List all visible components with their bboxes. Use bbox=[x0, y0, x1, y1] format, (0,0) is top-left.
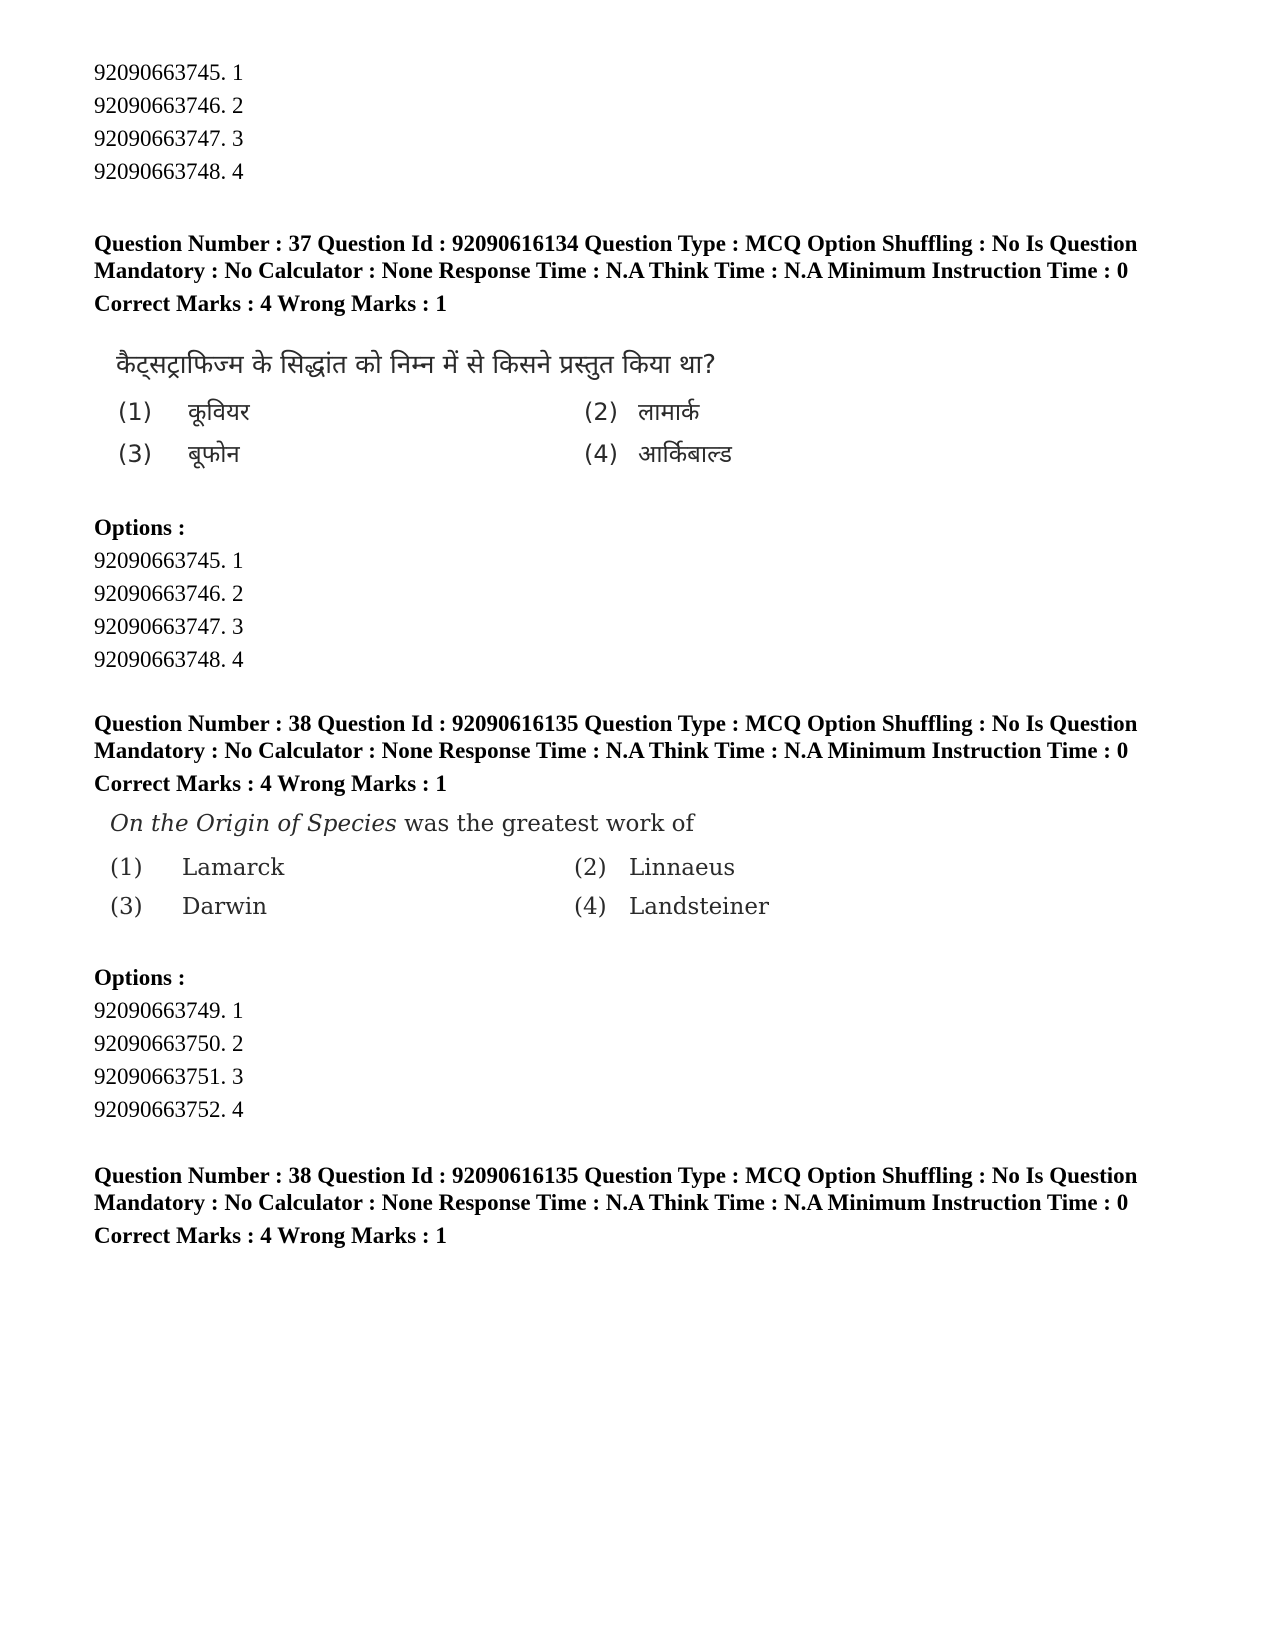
choice-4 bbox=[584, 437, 732, 470]
question-38-block bbox=[94, 710, 1194, 1126]
question-meta: Question Number : 38 Question Id : 92090616135 Question Type : MCQ Option Shuffling : No Is Question Mandatory : No Calculator : None Response Time : N.A Think Time : N.A Minimum Instruction Time : 0 bbox=[94, 1163, 1138, 1215]
choice-text: बूफोन bbox=[188, 440, 240, 468]
choice-text: Darwin bbox=[182, 894, 268, 920]
option-line: 92090663745. 1 bbox=[94, 60, 244, 85]
choice-2 bbox=[574, 855, 735, 881]
choice-number: (2) bbox=[574, 855, 607, 881]
document-page bbox=[94, 56, 1194, 1249]
choice-number: (1) bbox=[110, 855, 143, 881]
option-line: 92090663746. 2 bbox=[94, 93, 244, 118]
question-image bbox=[94, 325, 1194, 475]
choice-number: (1) bbox=[118, 398, 152, 426]
option-line: 92090663747. 3 bbox=[94, 126, 244, 151]
option-line: 92090663748. 4 bbox=[94, 159, 244, 184]
choice-3 bbox=[118, 437, 240, 470]
choice-2 bbox=[584, 395, 700, 428]
options-section bbox=[94, 511, 1194, 676]
options-title: Options : bbox=[94, 965, 186, 990]
options-section bbox=[94, 961, 1194, 1126]
choice-number: (3) bbox=[110, 894, 143, 920]
options-list-previous bbox=[94, 56, 1194, 188]
choice-1 bbox=[110, 855, 284, 881]
choice-text: Landsteiner bbox=[629, 894, 769, 920]
option-line: 92090663751. 3 bbox=[94, 1064, 244, 1089]
question-stem bbox=[110, 811, 694, 837]
choice-1 bbox=[118, 395, 250, 428]
question-stem-rest: was the greatest work of bbox=[396, 811, 694, 837]
choice-text: Lamarck bbox=[182, 855, 285, 881]
choice-number: (4) bbox=[584, 440, 618, 468]
question-stem: कैट्सट्राफिज्म के सिद्धांत को निम्न में से किसने प्रस्तुत किया था? bbox=[116, 350, 717, 380]
option-line: 92090663746. 2 bbox=[94, 581, 244, 606]
choice-text: Linnaeus bbox=[629, 855, 736, 881]
question-marks: Correct Marks : 4 Wrong Marks : 1 bbox=[94, 291, 447, 316]
choice-number: (3) bbox=[118, 440, 152, 468]
choice-3 bbox=[110, 894, 267, 920]
question-meta: Question Number : 38 Question Id : 92090616135 Question Type : MCQ Option Shuffling : No Is Question Mandatory : No Calculator : None Response Time : N.A Think Time : N.A Minimum Instruction Time : 0 bbox=[94, 711, 1138, 763]
choice-text: लामार्क bbox=[638, 398, 700, 426]
question-stem-italic: On the Origin of Species bbox=[110, 811, 397, 837]
option-line: 92090663749. 1 bbox=[94, 998, 244, 1023]
question-meta: Question Number : 37 Question Id : 92090616134 Question Type : MCQ Option Shuffling : No Is Question Mandatory : No Calculator : None Response Time : N.A Think Time : N.A Minimum Instruction Time : 0 bbox=[94, 231, 1138, 283]
option-line: 92090663752. 4 bbox=[94, 1097, 244, 1122]
choice-4 bbox=[574, 894, 769, 920]
choice-text: कूवियर bbox=[188, 398, 250, 426]
question-marks: Correct Marks : 4 Wrong Marks : 1 bbox=[94, 1223, 447, 1248]
option-line: 92090663747. 3 bbox=[94, 614, 244, 639]
question-marks: Correct Marks : 4 Wrong Marks : 1 bbox=[94, 771, 447, 796]
question-38-repeat-block bbox=[94, 1162, 1194, 1249]
option-line: 92090663748. 4 bbox=[94, 647, 244, 672]
choice-text: आर्किबाल्ड bbox=[638, 440, 732, 468]
question-image bbox=[94, 797, 1194, 937]
question-37-block bbox=[94, 230, 1194, 676]
option-line: 92090663745. 1 bbox=[94, 548, 244, 573]
choice-number: (2) bbox=[584, 398, 618, 426]
choice-number: (4) bbox=[574, 894, 607, 920]
options-title: Options : bbox=[94, 515, 186, 540]
option-line: 92090663750. 2 bbox=[94, 1031, 244, 1056]
